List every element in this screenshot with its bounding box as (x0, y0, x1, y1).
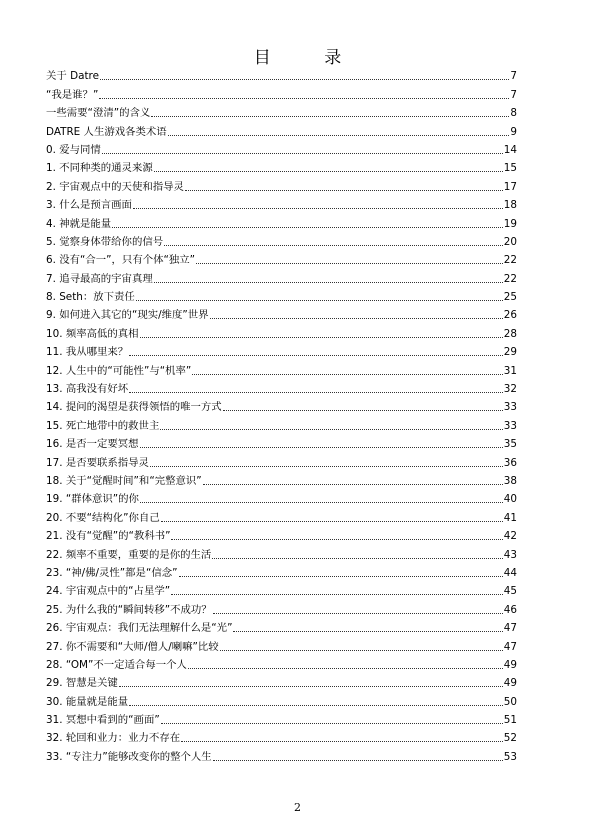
toc-entry-label: 3. 什么是预言画面 (46, 199, 132, 212)
toc-entry-label: 0. 爱与同情 (46, 143, 101, 156)
dot-leader (196, 263, 503, 264)
table-of-contents (46, 65, 517, 764)
dot-leader (129, 705, 503, 706)
toc-entry-page: 14 (503, 143, 517, 156)
toc-entry-label: 4. 神就是能量 (46, 217, 112, 230)
toc-entry-page: 49 (503, 658, 517, 671)
dot-leader (203, 484, 503, 485)
toc-entry-label: 21. 没有“觉醒”的“教科书” (46, 530, 171, 543)
toc-entry-page: 29 (503, 346, 517, 359)
dot-leader (100, 79, 509, 80)
toc-entry-page: 7 (510, 88, 517, 101)
toc-entry-page: 7 (510, 70, 517, 83)
dot-leader (151, 116, 509, 117)
toc-entry[interactable] (46, 267, 517, 285)
toc-entry-label: 30. 能量就是能量 (46, 695, 129, 708)
dot-leader (129, 392, 503, 393)
toc-entry-label: 32. 轮回和业力：业力不存在 (46, 732, 181, 745)
dot-leader (161, 723, 503, 724)
toc-entry-label: 28. “OM”不一定适合每一个人 (46, 658, 187, 671)
dot-leader (181, 741, 503, 742)
toc-entry[interactable] (46, 617, 517, 635)
dot-leader (185, 190, 503, 191)
toc-entry[interactable] (46, 175, 517, 193)
dot-leader (140, 447, 503, 448)
toc-entry-page: 52 (503, 732, 517, 745)
toc-entry-page: 53 (503, 750, 517, 763)
dot-leader (233, 631, 502, 632)
toc-entry[interactable] (46, 322, 517, 340)
page-number: 2 (294, 801, 301, 814)
dot-leader (129, 355, 503, 356)
toc-entry[interactable] (46, 635, 517, 653)
toc-entry[interactable] (46, 433, 517, 451)
dot-leader (160, 429, 502, 430)
dot-leader (213, 760, 503, 761)
toc-entry-page: 46 (503, 603, 517, 616)
dot-leader (210, 318, 503, 319)
dot-leader (133, 208, 503, 209)
toc-entry-label: 22. 频率不重要，重要的是你的生活 (46, 548, 212, 561)
toc-entry[interactable] (46, 359, 517, 377)
toc-entry-page: 36 (503, 456, 517, 469)
toc-entry[interactable] (46, 672, 517, 690)
toc-entry-page: 9 (510, 125, 517, 138)
toc-entry-page: 8 (510, 107, 517, 120)
toc-entry-label: 6. 没有“合一”，只有个体“独立” (46, 254, 196, 267)
toc-entry-page: 44 (503, 566, 517, 579)
toc-entry-page: 22 (503, 254, 517, 267)
toc-entry[interactable] (46, 745, 517, 763)
dot-leader (192, 374, 503, 375)
toc-entry[interactable] (46, 414, 517, 432)
dot-leader (164, 245, 503, 246)
dot-leader (161, 521, 503, 522)
toc-entry[interactable] (46, 212, 517, 230)
toc-entry-page: 41 (503, 511, 517, 524)
toc-entry[interactable] (46, 690, 517, 708)
dot-leader (140, 502, 503, 503)
toc-entry-page: 33 (503, 401, 517, 414)
toc-entry-label: 24. 宇宙观点中的“占星学” (46, 585, 171, 598)
toc-entry-label: 18. 关于“觉醒时间”和“完整意识” (46, 474, 202, 487)
toc-entry-page: 35 (503, 438, 517, 451)
toc-entry[interactable] (46, 286, 517, 304)
dot-leader (102, 153, 503, 154)
dot-leader (112, 227, 503, 228)
toc-entry-page: 50 (503, 695, 517, 708)
toc-entry[interactable] (46, 378, 517, 396)
toc-entry[interactable] (46, 580, 517, 598)
toc-entry-label: 5. 觉察身体带给你的信号 (46, 235, 164, 248)
toc-entry[interactable] (46, 65, 517, 83)
toc-entry-page: 20 (503, 235, 517, 248)
toc-entry[interactable] (46, 396, 517, 414)
toc-entry-page: 28 (503, 327, 517, 340)
toc-entry-page: 47 (503, 640, 517, 653)
toc-entry[interactable] (46, 102, 517, 120)
dot-leader (212, 558, 502, 559)
toc-entry[interactable] (46, 194, 517, 212)
toc-entry[interactable] (46, 562, 517, 580)
dot-leader (223, 410, 503, 411)
toc-entry-label: 29. 智慧是关键 (46, 677, 118, 690)
toc-entry-label: 8. Seth：放下责任 (46, 291, 135, 304)
toc-entry-label: 33. “专注力”能够改变你的整个人生 (46, 750, 212, 763)
toc-entry-page: 32 (503, 383, 517, 396)
toc-entry[interactable] (46, 598, 517, 616)
toc-entry-page: 51 (503, 714, 517, 727)
dot-leader (140, 337, 503, 338)
dot-leader (213, 613, 503, 614)
dot-leader (188, 668, 503, 669)
toc-entry-label: 20. 不要“结构化”你自己 (46, 511, 160, 524)
toc-entry-label: 9. 如何进入其它的“现实/维度”世界 (46, 309, 209, 322)
toc-entry-page: 38 (503, 474, 517, 487)
toc-entry-page: 43 (503, 548, 517, 561)
toc-entry-page: 18 (503, 199, 517, 212)
toc-title: 目 录 (253, 48, 366, 68)
toc-entry[interactable] (46, 120, 517, 138)
dot-leader (179, 576, 503, 577)
toc-entry[interactable] (46, 488, 517, 506)
toc-entry-label: 11. 我从哪里来？ (46, 346, 129, 359)
toc-entry-page: 26 (503, 309, 517, 322)
dot-leader (99, 98, 509, 99)
toc-entry-label: 13. 高我没有好坏 (46, 383, 129, 396)
toc-entry[interactable] (46, 470, 517, 488)
toc-entry-page: 49 (503, 677, 517, 690)
dot-leader (119, 686, 503, 687)
dot-leader (171, 539, 502, 540)
toc-entry-page: 19 (503, 217, 517, 230)
toc-entry[interactable] (46, 231, 517, 249)
toc-entry-page: 45 (503, 585, 517, 598)
toc-entry-page: 25 (503, 291, 517, 304)
toc-entry[interactable] (46, 249, 517, 267)
toc-entry[interactable] (46, 543, 517, 561)
toc-entry-label: 2. 宇宙观点中的天使和指导灵 (46, 180, 184, 193)
toc-entry-label: 25. 为什么我的“瞬间转移”不成功？ (46, 603, 212, 616)
toc-entry-label: 7. 追寻最高的宇宙真理 (46, 272, 153, 285)
dot-leader (154, 282, 503, 283)
toc-entry-label: 10. 频率高低的真相 (46, 327, 139, 340)
toc-entry[interactable] (46, 157, 517, 175)
toc-entry-label: 19. “群体意识”的你 (46, 493, 139, 506)
toc-entry-page: 40 (503, 493, 517, 506)
toc-entry[interactable] (46, 139, 517, 157)
toc-entry-label: 23. “神/佛/灵性”都是“信念” (46, 566, 178, 579)
toc-entry-label: 12. 人生中的“可能性”与“机率” (46, 364, 192, 377)
toc-entry-label: 1. 不同种类的通灵来源 (46, 162, 153, 175)
toc-entry[interactable] (46, 654, 517, 672)
toc-entry-label: 关于 Datre (46, 70, 99, 83)
toc-entry-page: 31 (503, 364, 517, 377)
toc-entry[interactable] (46, 451, 517, 469)
toc-entry-page: 22 (503, 272, 517, 285)
toc-entry-page: 17 (503, 180, 517, 193)
dot-leader (136, 300, 503, 301)
toc-entry[interactable] (46, 506, 517, 524)
toc-entry-label: 15. 死亡地带中的救世主 (46, 419, 160, 432)
toc-entry-page: 15 (503, 162, 517, 175)
toc-entry-label: 27. 你不需要和“大师/僧人/喇嘛”比较 (46, 640, 219, 653)
toc-entry-label: 一些需要“澄清”的含义 (46, 107, 151, 120)
toc-entry[interactable] (46, 304, 517, 322)
toc-entry[interactable] (46, 83, 517, 101)
dot-leader (171, 594, 503, 595)
dot-leader (154, 171, 503, 172)
toc-entry[interactable] (46, 727, 517, 745)
toc-entry-label: “我是谁？” (46, 88, 99, 101)
toc-entry-label: 31. 冥想中看到的“画面” (46, 714, 160, 727)
dot-leader (220, 650, 503, 651)
dot-leader (168, 135, 510, 136)
dot-leader (150, 466, 503, 467)
toc-entry-label: 26. 宇宙观点：我们无法理解什么是“光” (46, 622, 233, 635)
toc-entry[interactable] (46, 709, 517, 727)
toc-entry-page: 42 (503, 530, 517, 543)
toc-entry-label: DATRE 人生游戏各类术语 (46, 125, 167, 138)
toc-entry[interactable] (46, 525, 517, 543)
toc-entry-page: 33 (503, 419, 517, 432)
toc-entry[interactable] (46, 341, 517, 359)
toc-entry-label: 16. 是否一定要冥想 (46, 438, 139, 451)
toc-entry-label: 14. 提问的渴望是获得领悟的唯一方式 (46, 401, 222, 414)
toc-entry-page: 47 (503, 622, 517, 635)
toc-entry-label: 17. 是否要联系指导灵 (46, 456, 149, 469)
